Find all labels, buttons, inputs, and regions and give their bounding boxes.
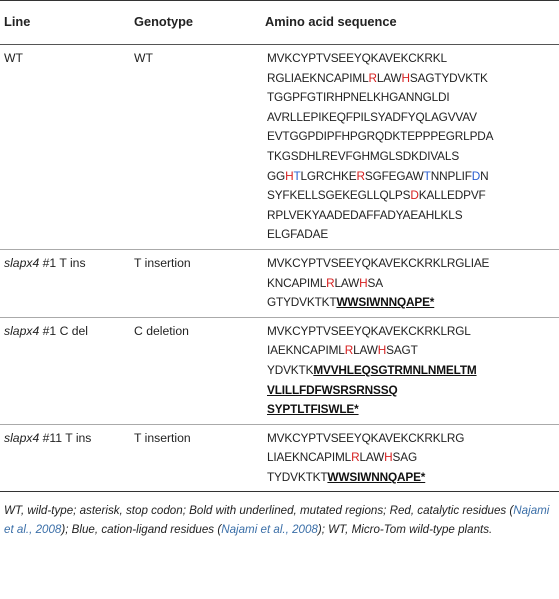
table-header-row [0, 1, 559, 45]
table-body [0, 45, 559, 492]
cation-ligand-residue: D [471, 168, 481, 183]
line-name: slapx4 [4, 323, 40, 338]
mutated-region: SYPTLTFISWLE* [267, 402, 359, 417]
sequence-line [267, 322, 559, 342]
sequence-segment: IAEKNCAPIML [267, 343, 345, 358]
sequence-segment: TYDVKTKT [267, 469, 328, 484]
genotype-cell: C deletion [134, 323, 189, 338]
sequence-segment: MVKCYPTVSEEYQKAVEKCKRKLRGL [267, 323, 471, 338]
sequence-segment: GTYDVKTKT [267, 295, 337, 310]
cation-ligand-residue: T [293, 168, 301, 183]
line-suffix: #1 C del [39, 323, 89, 338]
footnote-text-2: ); Blue, cation-ligand residues ( [61, 523, 222, 537]
sequence-segment: LAW [353, 343, 378, 358]
sequence-segment: LAW [334, 275, 360, 290]
header-sequence: Amino acid sequence [265, 14, 397, 29]
sequence-cell [261, 317, 559, 424]
sequence-line [267, 254, 559, 274]
sequence-segment: SAGT [386, 343, 418, 358]
sequence-segment: ELGFADAE [267, 227, 329, 242]
sequence-line [267, 147, 559, 167]
catalytic-residue: R [344, 343, 354, 358]
sequence-line [267, 448, 559, 468]
sequence-segment: LGRCHKE [300, 168, 357, 183]
sequence-line [267, 186, 559, 206]
sequence-segment: SA [367, 275, 383, 290]
footnote-citation-1[interactable]: Najami et al., 2008 [4, 504, 550, 537]
line-cell [0, 45, 130, 250]
table-row [0, 424, 559, 492]
sequence-line [267, 225, 559, 245]
line-suffix: #1 T ins [39, 255, 86, 270]
sequence-segment: MVKCYPTVSEEYQKAVEKCKRKLRGLIAE [267, 255, 490, 270]
sequence-segment: YDVKTK [267, 362, 314, 377]
sequence-line [267, 69, 559, 89]
sequence-segment: MVKCYPTVSEEYQKAVEKCKRKL [267, 51, 447, 65]
sequence-segment: TGGPFGTIRHPNELKHGANNGLDI [267, 90, 450, 105]
sequence-segment: SAGTYDVKTK [409, 70, 488, 85]
catalytic-residue: D [410, 188, 419, 203]
line-name: slapx4 [4, 430, 40, 445]
sequence-line [267, 88, 559, 108]
sequence-segment: KNCAPIML [267, 275, 327, 290]
sequence-segment: N [480, 168, 489, 183]
sequence-segment: LAW [376, 70, 402, 85]
sequence-line [267, 341, 559, 361]
sequence-line [267, 167, 559, 187]
table-row [0, 317, 559, 424]
line-name: slapx4 [4, 255, 40, 270]
sequence-segment: SAG [392, 450, 417, 465]
catalytic-residue: H [401, 70, 410, 85]
sequence-cell [261, 45, 559, 250]
sequence-line [267, 274, 559, 294]
sequence-segment: RGLIAEKNCAPIML [267, 70, 369, 85]
sequence-line [267, 127, 559, 147]
header-line: Line [4, 14, 31, 29]
sequence-segment: TKGSDHLREVFGHMGLSDKDIVALS [267, 148, 460, 163]
sequence-line [267, 381, 559, 401]
catalytic-residue: H [359, 275, 368, 290]
genotype-cell: WT [134, 51, 153, 65]
catalytic-residue: H [285, 168, 294, 183]
line-name: WT [4, 51, 23, 65]
genotype-cell: T insertion [134, 255, 191, 270]
sequence-segment: LIAEKNCAPIML [267, 450, 352, 465]
sequence-segment: RPLVEKYAADEDAFFADYAEAHLKLS [267, 207, 463, 222]
footnote-citation-2[interactable]: Najami et al., 2008 [221, 523, 318, 537]
catalytic-residue: H [384, 450, 393, 465]
catalytic-residue: R [368, 70, 377, 85]
catalytic-residue: R [356, 168, 365, 183]
catalytic-residue: R [351, 450, 360, 465]
sequence-line [267, 293, 559, 313]
sequence-cell [261, 249, 559, 317]
line-cell [0, 317, 130, 424]
sequence-segment: AVRLLEPIKEQFPILSYADFYQLAGVVAV [267, 109, 477, 124]
catalytic-residue: R [326, 275, 335, 290]
sequence-line [267, 108, 559, 128]
cation-ligand-residue: T [423, 168, 431, 183]
sequence-segment: SYFKELLSGEKEGLLQLPS [267, 188, 411, 203]
sequence-segment: EVTGGPDIPFHPGRQDKTEPPPEGRLPDA [267, 129, 494, 144]
mutated-region: VLILLFDFWSRSRNSSQ [267, 382, 398, 397]
table-row [0, 249, 559, 317]
mutated-region: WWSIWNNQAPE* [327, 469, 426, 484]
catalytic-residue: H [377, 343, 387, 358]
sequence-line [267, 400, 559, 420]
sequence-line [267, 361, 559, 381]
line-suffix: #11 T ins [39, 430, 92, 445]
line-cell [0, 424, 130, 492]
sequence-segment: SGFEGAW [364, 168, 424, 183]
sequence-line [267, 429, 559, 449]
sequence-segment: MVKCYPTVSEEYQKAVEKCKRKLRG [267, 430, 465, 445]
sequence-line [267, 49, 559, 69]
sequence-segment: GG [267, 168, 286, 183]
sequence-line [267, 206, 559, 226]
mutated-region: MVVHLEQSGTRMNLNMELTM [313, 362, 477, 377]
footnote-text-1: WT, wild-type; asterisk, stop codon; Bold with underlined, mutated regions; Red, catalytic residues ( [4, 504, 514, 518]
header-genotype: Genotype [134, 14, 194, 29]
sequence-cell [261, 424, 559, 492]
mutated-region: WWSIWNNQAPE* [336, 295, 435, 310]
table-footnote [0, 492, 559, 539]
sequence-line [267, 468, 559, 488]
genotype-cell: T insertion [134, 430, 191, 445]
sequence-segment: LAW [359, 450, 385, 465]
footnote-text-3: ); WT, Micro-Tom wild-type plants. [317, 523, 493, 537]
sequence-segment: NNPLIF [430, 168, 472, 183]
sequence-segment: KALLEDPVF [418, 188, 486, 203]
table-row [0, 45, 559, 250]
line-cell [0, 249, 130, 317]
